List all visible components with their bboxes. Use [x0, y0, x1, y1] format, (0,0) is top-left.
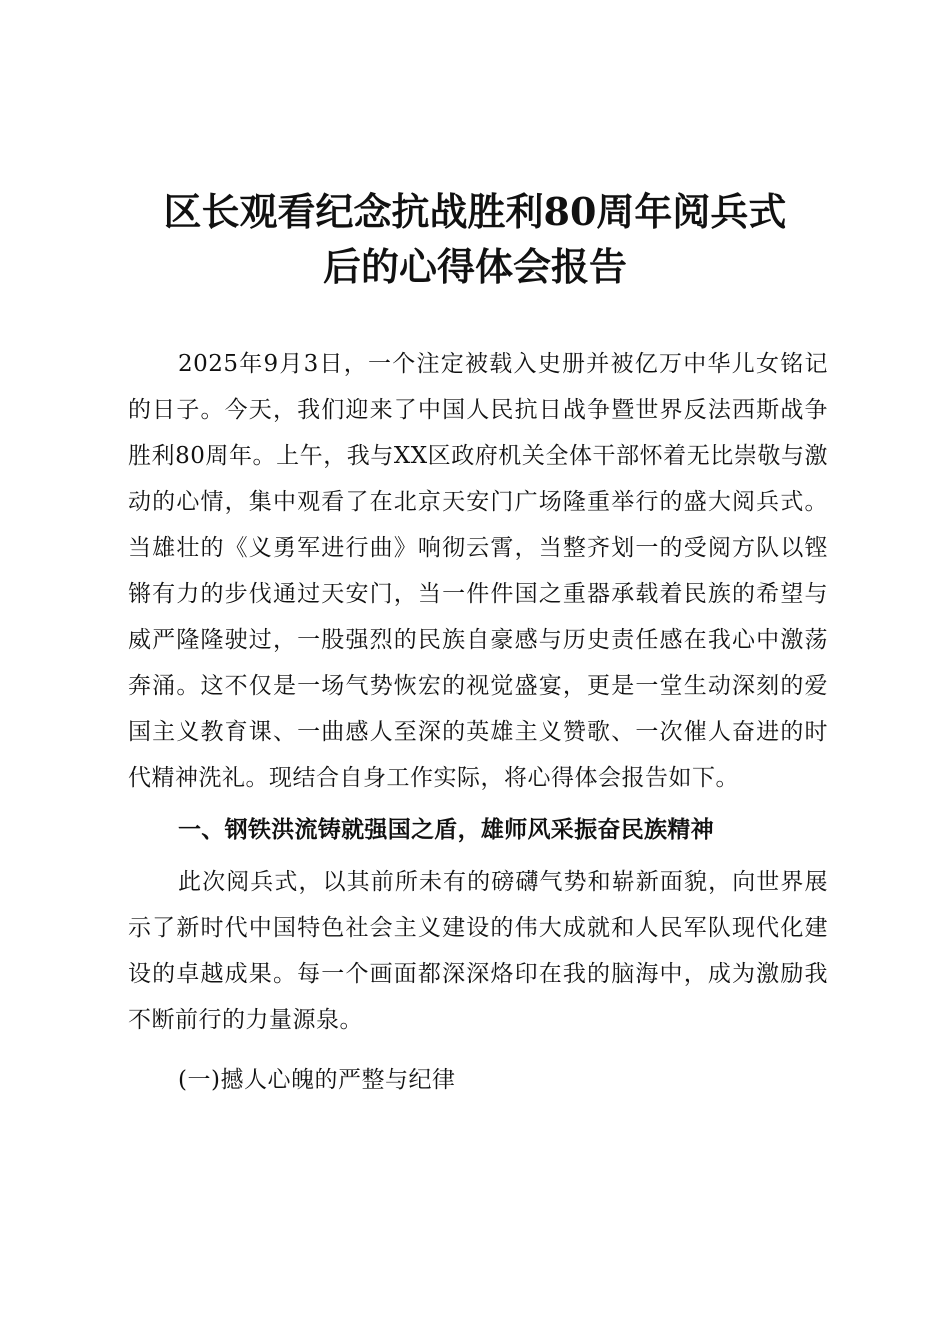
document-body — [128, 341, 828, 1103]
section-paragraph-1: 此次阅兵式，以其前所未有的磅礴气势和崭新面貌，向世界展示了新时代中国特色社会主义建设的伟大成就和人民军队现代化建设的卓越成果。每一个画面都深深烙印在我的脑海中，成为激励我不断前行的力量源泉。 — [128, 869, 828, 1033]
section-heading-1: 一、钢铁洪流铸就强国之盾，雄师风采振奋民族精神 — [178, 816, 714, 843]
subsection-heading-1: (一)撼人心魄的严整与纪律 — [178, 1067, 456, 1093]
title-line-2: 后的心得体会报告 — [322, 244, 627, 289]
title-line-1: 区长观看纪念抗战胜利80周年阅兵式 — [163, 189, 787, 234]
document-title — [100, 184, 850, 294]
intro-paragraph: 2025年9月3日，一个注定被载入史册并被亿万中华儿女铭记的日子。今天，我们迎来了中国人民抗日战争暨世界反法西斯战争胜利80周年。上午，我与XX区政府机关全体干部怀着无比崇敬与激动的心情，集中观看了在北京天安门广场隆重举行的盛大阅兵式。当雄壮的《义勇军进行曲》响彻云霄，当整齐划一的受阅方队以铿锵有力的步伐通过天安门，当一件件国之重器承载着民族的希望与威严隆隆驶过，一股强烈的民族自豪感与历史责任感在我心中激荡奔涌。这不仅是一场气势恢宏的视觉盛宴，更是一堂生动深刻的爱国主义教育课、一曲感人至深的英雄主义赞歌、一次催人奋进的时代精神洗礼。现结合自身工作实际，将心得体会报告如下。 — [128, 351, 828, 791]
